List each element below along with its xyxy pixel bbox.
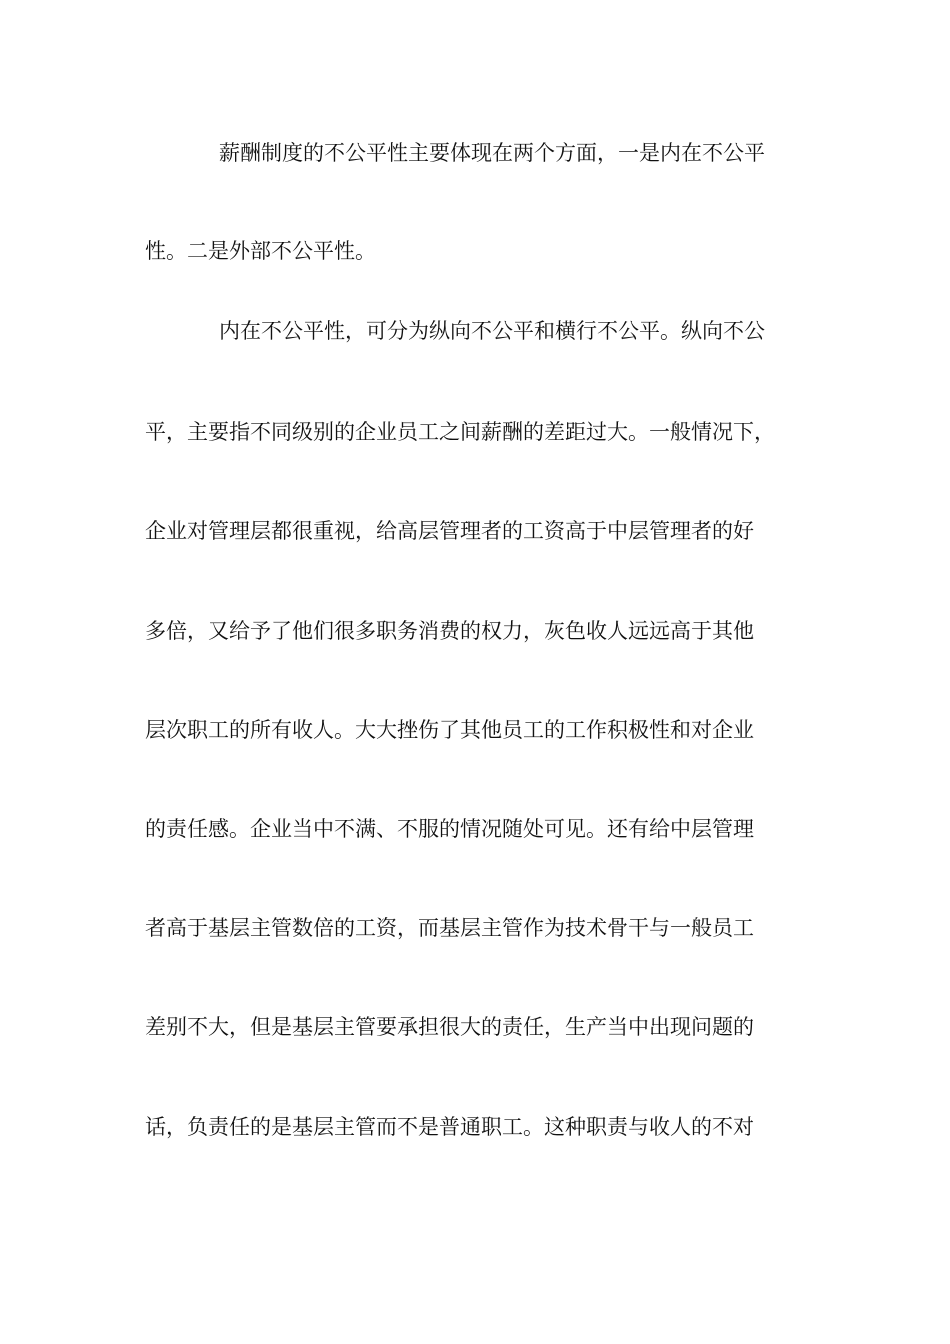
paragraph-1-line-1: 薪酬制度的不公平性主要体现在两个方面，一是内在不公平 [219,141,765,165]
paragraph-2-line-2: 平，主要指不同级别的企业员工之间薪酬的差距过大。一般情况下， [145,420,775,444]
paragraph-1-line-2: 性。二是外部不公平性。 [145,239,376,263]
paragraph-2-line-1: 内在不公平性，可分为纵向不公平和横行不公平。纵向不公 [219,319,765,343]
paragraph-2-line-9: 话，负责任的是基层主管而不是普通职工。这种职责与收人的不对 [145,1115,754,1139]
paragraph-2-line-6: 的责任感。企业当中不满、不服的情况随处可见。还有给中层管理 [145,817,754,841]
paragraph-2-line-4: 多倍，又给予了他们很多职务消费的权力，灰色收人远远高于其他 [145,619,754,643]
paragraph-2-line-3: 企业对管理层都很重视，给高层管理者的工资高于中层管理者的好 [145,519,754,543]
paragraph-2-line-5: 层次职工的所有收人。大大挫伤了其他员工的工作积极性和对企业 [145,718,754,742]
paragraph-2-line-7: 者高于基层主管数倍的工资，而基层主管作为技术骨干与一般员工 [145,916,754,940]
paragraph-2-line-8: 差别不大，但是基层主管要承担很大的责任，生产当中出现问题的 [145,1015,754,1039]
